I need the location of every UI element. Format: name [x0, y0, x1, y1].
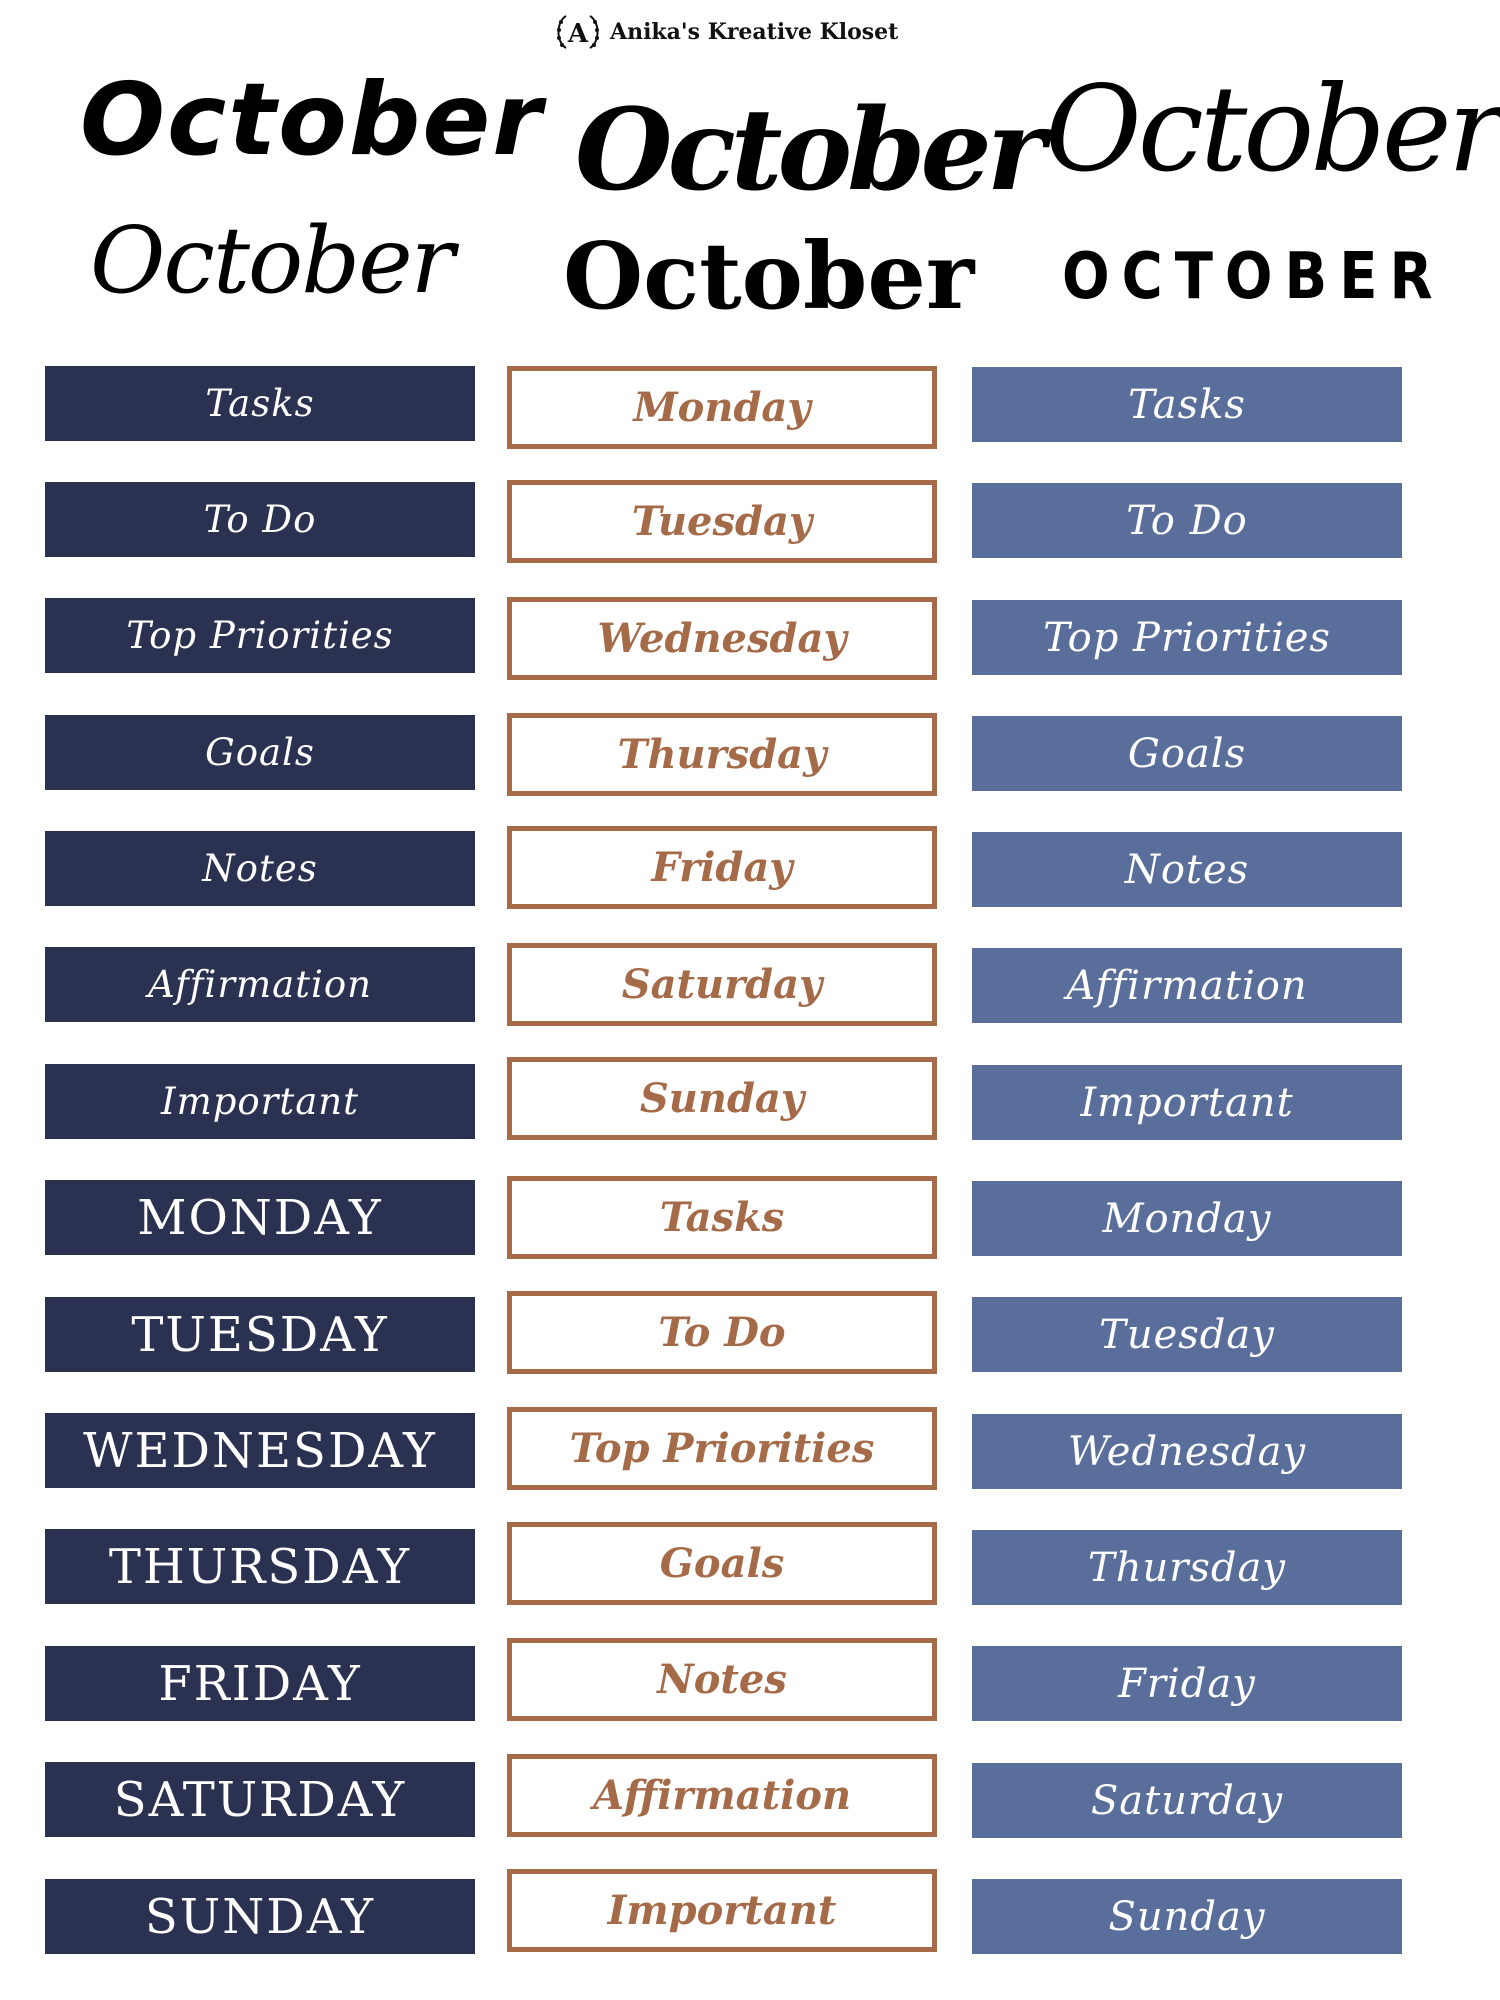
slate-label: Tuesday — [972, 1297, 1402, 1372]
navy-label: Top Priorities — [45, 598, 475, 673]
slate-label: Wednesday — [972, 1414, 1402, 1489]
october-title-2: October — [90, 207, 453, 314]
copper-label: To Do — [507, 1291, 937, 1374]
slate-label: To Do — [972, 483, 1402, 558]
brand-name: Anika's Kreative Kloset — [610, 19, 899, 45]
navy-label: FRIDAY — [45, 1646, 475, 1721]
copper-label: Tuesday — [507, 480, 937, 563]
copper-label: Friday — [507, 826, 937, 909]
slate-label: Friday — [972, 1646, 1402, 1721]
slate-label: Sunday — [972, 1879, 1402, 1954]
navy-label: Notes — [45, 831, 475, 906]
navy-label: THURSDAY — [45, 1529, 475, 1604]
copper-label: Important — [507, 1869, 937, 1952]
copper-label: Monday — [507, 366, 937, 449]
navy-label: Affirmation — [45, 947, 475, 1022]
copper-label: Notes — [507, 1638, 937, 1721]
october-title-5: October — [1045, 60, 1500, 198]
navy-label: To Do — [45, 482, 475, 557]
brand-logo-letter: A — [567, 19, 589, 49]
navy-label: Tasks — [45, 366, 475, 441]
slate-label: Affirmation — [972, 948, 1402, 1023]
copper-label: Top Priorities — [507, 1407, 937, 1490]
october-title-1: October — [80, 61, 544, 178]
slate-label: Goals — [972, 716, 1402, 791]
brand-header — [552, 10, 898, 54]
slate-label: Top Priorities — [972, 600, 1402, 675]
navy-label: MONDAY — [45, 1180, 475, 1255]
slate-label: Notes — [972, 832, 1402, 907]
slate-label: Tasks — [972, 367, 1402, 442]
slate-label: Thursday — [972, 1530, 1402, 1605]
navy-label: Goals — [45, 715, 475, 790]
laurel-logo-icon — [552, 10, 604, 54]
navy-label: WEDNESDAY — [45, 1413, 475, 1488]
october-title-4: October — [563, 222, 975, 330]
navy-label: SATURDAY — [45, 1762, 475, 1837]
copper-label: Thursday — [507, 713, 937, 796]
copper-label: Goals — [507, 1522, 937, 1605]
slate-label: Monday — [972, 1181, 1402, 1256]
october-title-6: OCTOBER — [1062, 239, 1445, 314]
navy-label: TUESDAY — [45, 1297, 475, 1372]
navy-label: SUNDAY — [45, 1879, 475, 1954]
copper-label: Affirmation — [507, 1754, 937, 1837]
copper-label: Sunday — [507, 1057, 937, 1140]
october-title-3: October — [575, 85, 1041, 216]
navy-label: Important — [45, 1064, 475, 1139]
copper-label: Saturday — [507, 943, 937, 1026]
slate-label: Saturday — [972, 1763, 1402, 1838]
copper-label: Tasks — [507, 1176, 937, 1259]
slate-label: Important — [972, 1065, 1402, 1140]
copper-label: Wednesday — [507, 597, 937, 680]
